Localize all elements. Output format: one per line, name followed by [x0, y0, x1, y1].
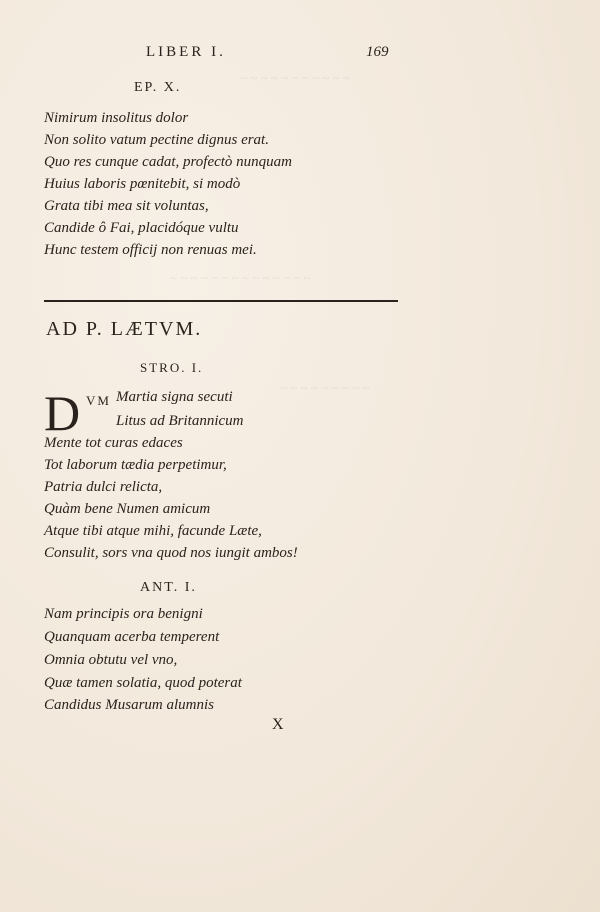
epigram-line: Quo res cunque cadat, profectò nunquam	[44, 154, 293, 170]
epigram-line: Grata tibi mea sit voluntas,	[44, 198, 209, 214]
signature-mark: X	[272, 716, 284, 733]
antistrophe-line: Omnia obtutu vel vno,	[44, 652, 178, 668]
strophe-line: Patria dulci relicta,	[44, 479, 163, 495]
antistrophe-line: Quanquam acerba temperent	[44, 629, 220, 645]
running-head: LIBER I.	[146, 44, 226, 60]
antistrophe-line: Candidus Musarum alumnis	[44, 697, 215, 713]
ode-title: AD P. LÆTVM.	[46, 318, 203, 340]
antistrophe-heading: ANT. I.	[140, 580, 197, 595]
strophe-line: Quàm bene Numen amicum	[44, 501, 211, 517]
epigram-line: Non solito vatum pectine dignus erat.	[44, 132, 269, 148]
epigram-line: Nimirum insolitus dolor	[44, 110, 189, 126]
antistrophe-line: Nam principis ora benigni	[44, 606, 203, 622]
strophe-line: Consulit, sors vna quod nos iungit ambos!	[44, 545, 298, 561]
strophe-line: Atque tibi atque mihi, facunde Læte,	[44, 523, 262, 539]
bleed-through-text: ~ ~ ~ ~ ~ ~ ~ ~ ~ ~ ~ ~ ~ ~	[170, 270, 311, 285]
antistrophe-line: Quæ tamen solatia, quod poterat	[44, 675, 242, 691]
strophe-line: Litus ad Britannicum	[116, 413, 244, 429]
strophe-heading: STRO. I.	[140, 360, 204, 375]
strophe-line: Martia signa secuti	[116, 389, 233, 405]
strophe-line: Mente tot curas edaces	[44, 435, 183, 451]
epigram-line: Huius laboris pœnitebit, si modò	[44, 176, 241, 192]
opening-word: VM	[86, 393, 111, 408]
drop-cap: D	[44, 385, 81, 441]
bleed-through-text: ~ ~ ~ ~ ~ ~ ~ ~ ~	[280, 380, 370, 395]
bleed-through-text: ~ ~ ~ ~ ~ ~ ~ ~ ~ ~ ~	[240, 70, 350, 85]
epigram-heading: EP. X.	[134, 80, 182, 95]
epigram-line: Candide ô Fai, placidóque vultu	[44, 220, 239, 236]
strophe-line: Tot laborum tædia perpetimur,	[44, 457, 227, 473]
section-divider	[44, 300, 398, 302]
epigram-line: Hunc testem officij non renuas mei.	[44, 242, 257, 258]
page-number: 169	[366, 44, 389, 60]
